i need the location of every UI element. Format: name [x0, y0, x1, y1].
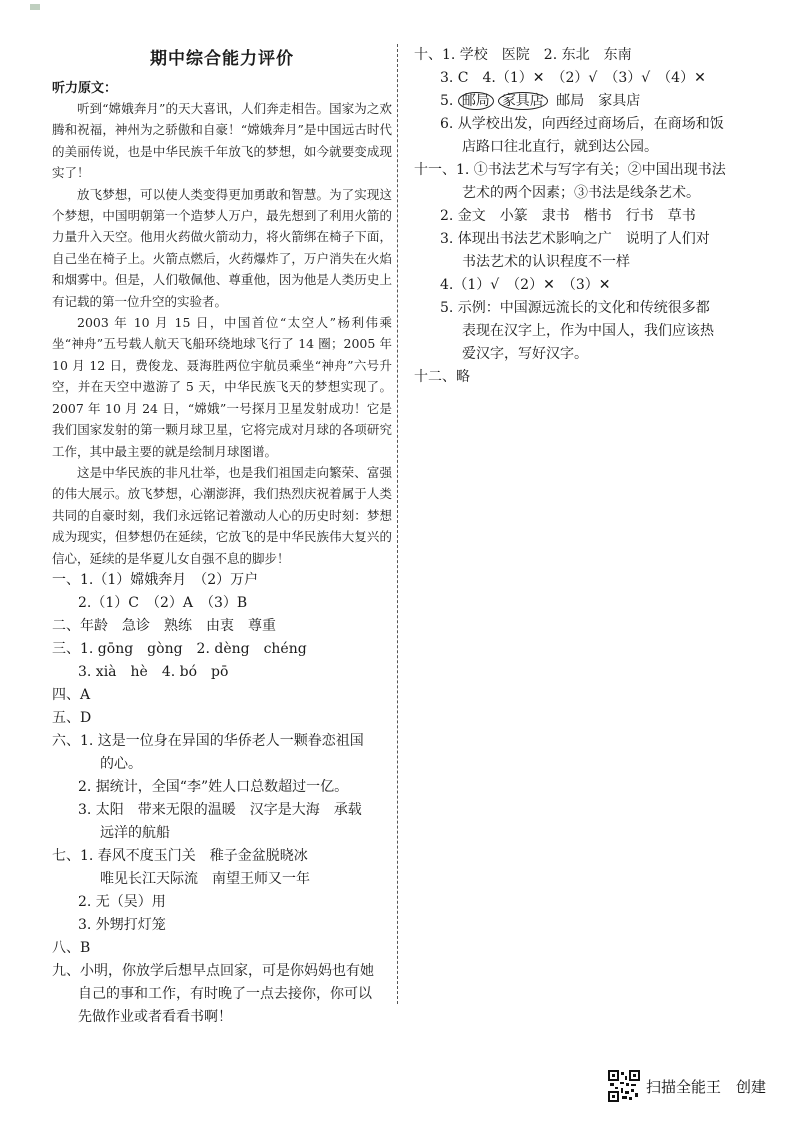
answer-line: 艺术的两个因素；③书法是线条艺术。 — [462, 185, 700, 201]
answer-line: 的心。 — [100, 755, 142, 772]
listening-label: 听力原文： — [52, 81, 118, 96]
passage-paragraph: 放飞梦想，可以使人类变得更加勇敢和智慧。为了实现这个梦想，中国明朝第一个造梦人万户，最先想到了利用火箭的力量升入天空。他用火药做火箭动力，将火箭绑在椅子下面，自己坐在椅子上。火箭点燃后，火药爆炸了，万户消失在火焰和烟雾中。但是，人们敬佩他、尊重他，因为他是人类历史上有记载的第一位升空的实验者。 — [52, 186, 392, 309]
answer-line: 十、1. 学校 医院 2. 东北 东南 — [414, 47, 632, 63]
answer-line: 九、小明，你放学后想早点回家，可是你妈妈也有她 — [52, 962, 374, 979]
answer-line: 书法艺术的认识程度不一样 — [462, 254, 630, 270]
left-answers — [52, 569, 392, 1029]
answer-line: 3. C 4.（1）✕ （2）√ （3）√ （4）✕ — [440, 70, 706, 86]
answer-line: 四、A — [52, 686, 91, 703]
answer-line: 二、年龄 急诊 熟练 由衷 尊重 — [52, 617, 276, 634]
answer-line: 2.（1）C （2）A （3）B — [78, 594, 248, 611]
answer-line: 一、1.（1）嫦娥奔月 （2）万户 — [52, 571, 259, 588]
left-column — [52, 44, 392, 1029]
answer-line: 2. 无（吴）用 — [78, 893, 166, 910]
right-answers — [414, 44, 754, 389]
column-divider — [397, 44, 398, 1004]
answer-line: 自己的事和工作，有时晚了一点去接你，你可以 — [78, 985, 372, 1002]
answer-line: 五、D — [52, 709, 92, 726]
answer-line: 七、1. 春风不度玉门关 稚子金盆脱晓冰 — [52, 847, 308, 864]
circled-answer: 邮局 — [458, 92, 494, 110]
answer-line: 爱汉字，写好汉字。 — [462, 346, 588, 362]
answer-line: 十一、1. ①书法艺术与写字有关；②中国出现书法 — [414, 162, 726, 178]
answer-line: 店路口往北直行，就到达公园。 — [462, 139, 658, 155]
answer-line: 2. 据统计，全国“李”姓人口总数超过一亿。 — [78, 778, 349, 795]
page-title: 期中综合能力评价 — [150, 49, 294, 69]
answer-line: 八、B — [52, 939, 91, 956]
passage-paragraph: 2003 年 10 月 15 日，中国首位“太空人”杨利伟乘坐“神舟”五号载人航天飞船环绕地球飞行了 14 圈；2005 年 10 月 12 日，费俊龙、聂海胜两位宇航员乘坐“神舟”六号升空，并在天空中遨游了 5 天，中华民族飞天的梦想实现了。2007 年 10 月 24 日，“嫦娥”一号探月卫星发射成功！它是我们国家发射的第一颗月球卫星，它将完成对月球的各项研究工作，其中最主要的就是绘制月球图谱。 — [52, 315, 392, 459]
circled-answer: 家具店 — [498, 92, 548, 110]
answer-number: 5. — [440, 93, 454, 109]
answer-line: 5. 示例：中国源远流长的文化和传统很多都 — [440, 300, 710, 316]
answer-line: 3. 外甥打灯笼 — [78, 916, 166, 933]
watermark-text: 扫描全能王 创建 — [645, 1077, 766, 1096]
answer-line: 远洋的航船 — [100, 824, 170, 841]
answer-text: 邮局 家具店 — [556, 93, 641, 109]
answer-line: 3. xià hè 4. bó pō — [78, 663, 229, 680]
answer-line: 表现在汉字上，作为中国人，我们应该热 — [462, 323, 714, 339]
answer-line: 三、1. gōng gòng 2. dèng chéng — [52, 640, 307, 657]
answer-line: 6. 从学校出发，向西经过商场后，在商场和饭 — [440, 116, 724, 132]
right-column — [414, 44, 754, 389]
passage-paragraph: 听到“嫦娥奔月”的天大喜讯，人们奔走相告。国家为之欢腾和祝福，神州为之骄傲和自豪！“嫦娥奔月”是中国远古时代的美丽传说，也是中华民族千年放飞的梦想，如今就要变成现实了！ — [52, 101, 392, 181]
answer-line — [414, 90, 754, 113]
answer-line: 唯见长江天际流 南望王师又一年 — [100, 870, 310, 887]
listening-passage — [52, 98, 392, 569]
scanner-watermark — [608, 1070, 766, 1102]
answer-line: 3. 体现出书法艺术影响之广 说明了人们对 — [440, 231, 710, 247]
answer-line: 十二、略 — [414, 369, 470, 385]
scan-mark — [30, 4, 40, 10]
answer-line: 4.（1）√ （2）✕ （3）✕ — [440, 277, 611, 293]
passage-paragraph: 这是中华民族的非凡壮举，也是我们祖国走向繁荣、富强的伟大展示。放飞梦想，心潮澎湃，我们热烈庆祝着属于人类共同的自豪时刻，我们永远铭记着激动人心的历史时刻：梦想成为现实，但梦想仍在延续，它放飞的是中华民族伟大复兴的信心，延续的是华夏儿女自强不息的脚步！ — [52, 464, 392, 566]
answer-line: 六、1. 这是一位身在异国的华侨老人一颗眷恋祖国 — [52, 732, 364, 749]
qr-code-icon — [608, 1070, 640, 1102]
answer-line: 3. 太阳 带来无限的温暖 汉字是大海 承载 — [78, 801, 362, 818]
answer-line: 2. 金文 小篆 隶书 楷书 行书 草书 — [440, 208, 696, 224]
answer-line: 先做作业或者看看书啊！ — [78, 1008, 232, 1025]
